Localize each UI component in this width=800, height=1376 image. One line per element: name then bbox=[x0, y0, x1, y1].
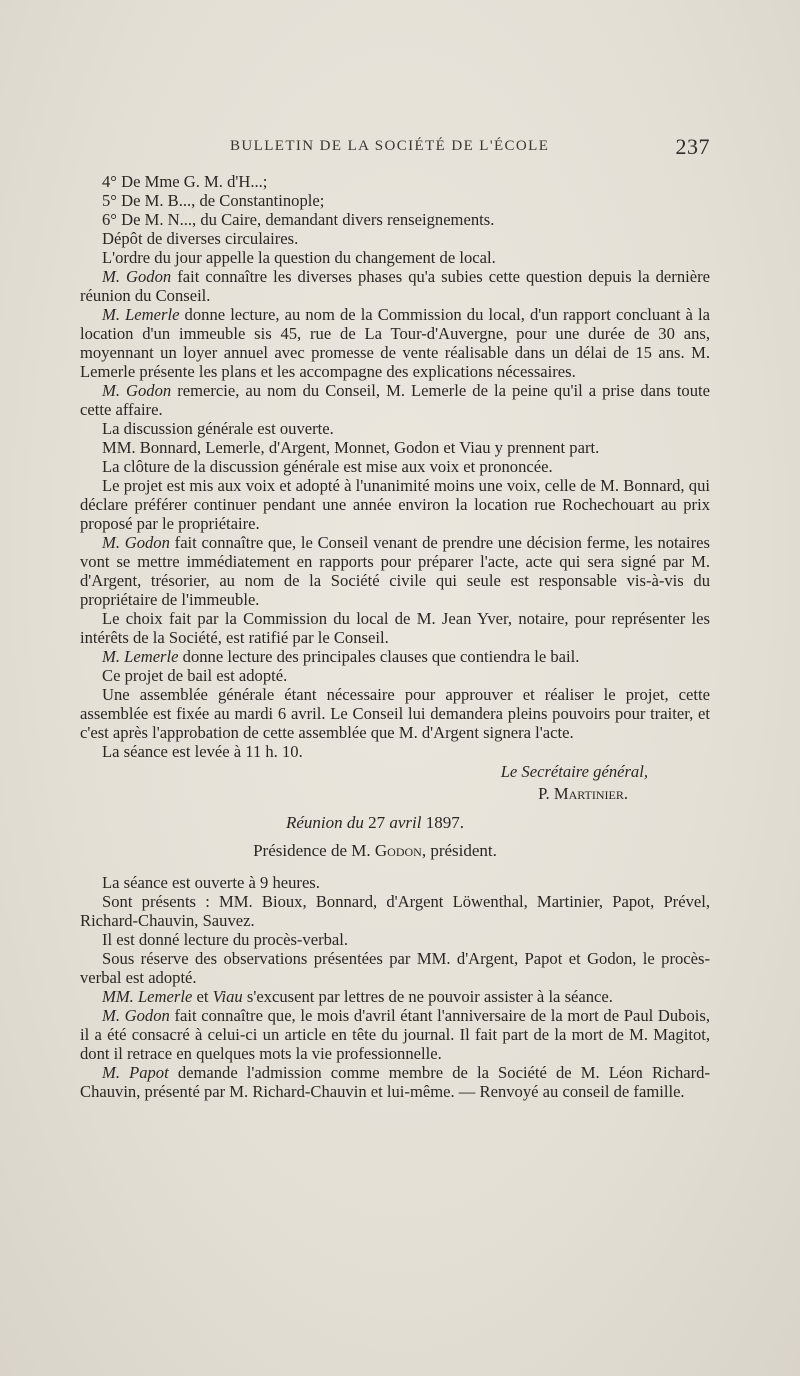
speaker-name: M. Godon bbox=[102, 533, 170, 552]
page-number: 237 bbox=[675, 134, 710, 159]
paragraph: Dépôt de diverses circulaires. bbox=[102, 229, 299, 248]
speaker-name: M. Papot bbox=[102, 1063, 169, 1082]
presidence-line: Présidence de M. Godon, président. bbox=[253, 841, 497, 860]
paragraph: Le choix fait par la Commission du local de M. Jean Yver, notaire, pour représenter les intérêts de la Société, est ratifié par le Conseil. bbox=[80, 609, 710, 647]
paragraph: Le projet est mis aux voix et adopté à l'unanimité moins une voix, celle de M. Bonnard, qui déclare préférer continuer pendant une année environ la location rue Rochechouart au prix proposé par le propriétaire. bbox=[80, 476, 710, 533]
paragraph: L'ordre du jour appelle la question du changement de local. bbox=[102, 248, 496, 267]
paragraph: MM. Bonnard, Lemerle, d'Argent, Monnet, Godon et Viau y prennent part. bbox=[102, 438, 600, 457]
speaker-name: M. Lemerle bbox=[102, 305, 180, 324]
meeting-title: Réunion du 27 avril 1897. bbox=[285, 813, 464, 832]
signature-block bbox=[80, 761, 710, 805]
paragraph: La clôture de la discussion générale est mise aux voix et prononcée. bbox=[102, 457, 553, 476]
paragraph: M. Godon fait connaître que, le mois d'avril étant l'anniversaire de la mort de Paul Dubois, il a été consacré à celui-ci un article en tête du journal. Il fait part de la mort de M. Magitot, dont il retrace en quelques mots la vie professionnelle. bbox=[80, 1006, 710, 1063]
speaker-name: M. Lemerle bbox=[102, 647, 179, 666]
document-page bbox=[80, 134, 711, 1101]
paragraph: M. Lemerle donne lecture, au nom de la Commission du local, d'un rapport concluant à la location d'un immeuble sis 45, rue de La Tour-d'Auvergne, pour une durée de 30 ans, moyennant un loyer annuel avec promesse de vente réalisable dans un délai de 15 ans. M. Lemerle présente les plans et les accompagne des explications nécessaires. bbox=[80, 305, 710, 381]
speaker-name: M. Godon bbox=[102, 1006, 170, 1025]
paragraph: 4° De Mme G. M. d'H...; bbox=[102, 172, 268, 191]
paragraph: Sous réserve des observations présentées par MM. d'Argent, Papot et Godon, le procès-verbal est adopté. bbox=[80, 949, 710, 987]
paragraph: 5° De M. B..., de Constantinople; bbox=[102, 191, 325, 210]
paragraph: Sont présents : MM. Bioux, Bonnard, d'Argent Löwenthal, Martinier, Papot, Prével, Richard-Chauvin, Sauvez. bbox=[80, 892, 710, 930]
running-head: BULLETIN DE LA SOCIÉTÉ DE L'ÉCOLE bbox=[230, 138, 550, 154]
page-header bbox=[80, 134, 710, 168]
speaker-name: M. Godon bbox=[102, 267, 172, 286]
paragraph: La séance est levée à 11 h. 10. bbox=[102, 742, 303, 761]
paragraph: M. Godon fait connaître que, le Conseil venant de prendre une décision ferme, les notaires vont se mettre immédiatement en rapports pour préparer l'acte, acte qui sera signé par M. d'Argent, trésorier, au nom de la Société civile qui seule est responsable vis-à-vis du propriétaire de l'immeuble. bbox=[80, 533, 710, 609]
paragraph: M. Godon fait connaître les diverses phases qu'a subies cette question depuis la dernière réunion du Conseil. bbox=[80, 267, 710, 305]
paragraph: M. Papot demande l'admission comme membre de la Société de M. Léon Richard-Chauvin, présenté par M. Richard-Chauvin et lui-même. — Renvoyé au conseil de famille. bbox=[80, 1063, 711, 1101]
paragraph: Ce projet de bail est adopté. bbox=[102, 666, 288, 685]
paragraph: M. Godon remercie, au nom du Conseil, M. Lemerle de la peine qu'il a prise dans toute cette affaire. bbox=[80, 381, 710, 419]
minutes-body-top bbox=[80, 172, 710, 761]
paragraph: MM. Lemerle et Viau s'excusent par lettres de ne pouvoir assister à la séance. bbox=[102, 987, 613, 1006]
speaker-name: Viau bbox=[212, 987, 243, 1006]
speaker-name: MM. Lemerle bbox=[102, 987, 193, 1006]
paragraph: La séance est ouverte à 9 heures. bbox=[102, 873, 320, 892]
signature-name: P. Martinier. bbox=[538, 784, 628, 803]
paragraph: Une assemblée générale étant nécessaire pour approuver et réaliser le projet, cette assemblée est fixée au mardi 6 avril. Le Conseil lui demandera pleins pouvoirs pour traiter, et c'est après l'approbation de cette assemblée que M. d'Argent signera l'acte. bbox=[80, 685, 710, 742]
signature-title: Le Secrétaire général, bbox=[500, 762, 648, 781]
paragraph: La discussion générale est ouverte. bbox=[102, 419, 334, 438]
paragraph: 6° De M. N..., du Caire, demandant divers renseignements. bbox=[102, 210, 495, 229]
minutes-body-bottom bbox=[80, 873, 710, 1101]
speaker-name: M. Godon bbox=[102, 381, 172, 400]
paragraph: Il est donné lecture du procès-verbal. bbox=[102, 930, 349, 949]
paragraph: M. Lemerle donne lecture des principales clauses que contiendra le bail. bbox=[102, 647, 580, 666]
